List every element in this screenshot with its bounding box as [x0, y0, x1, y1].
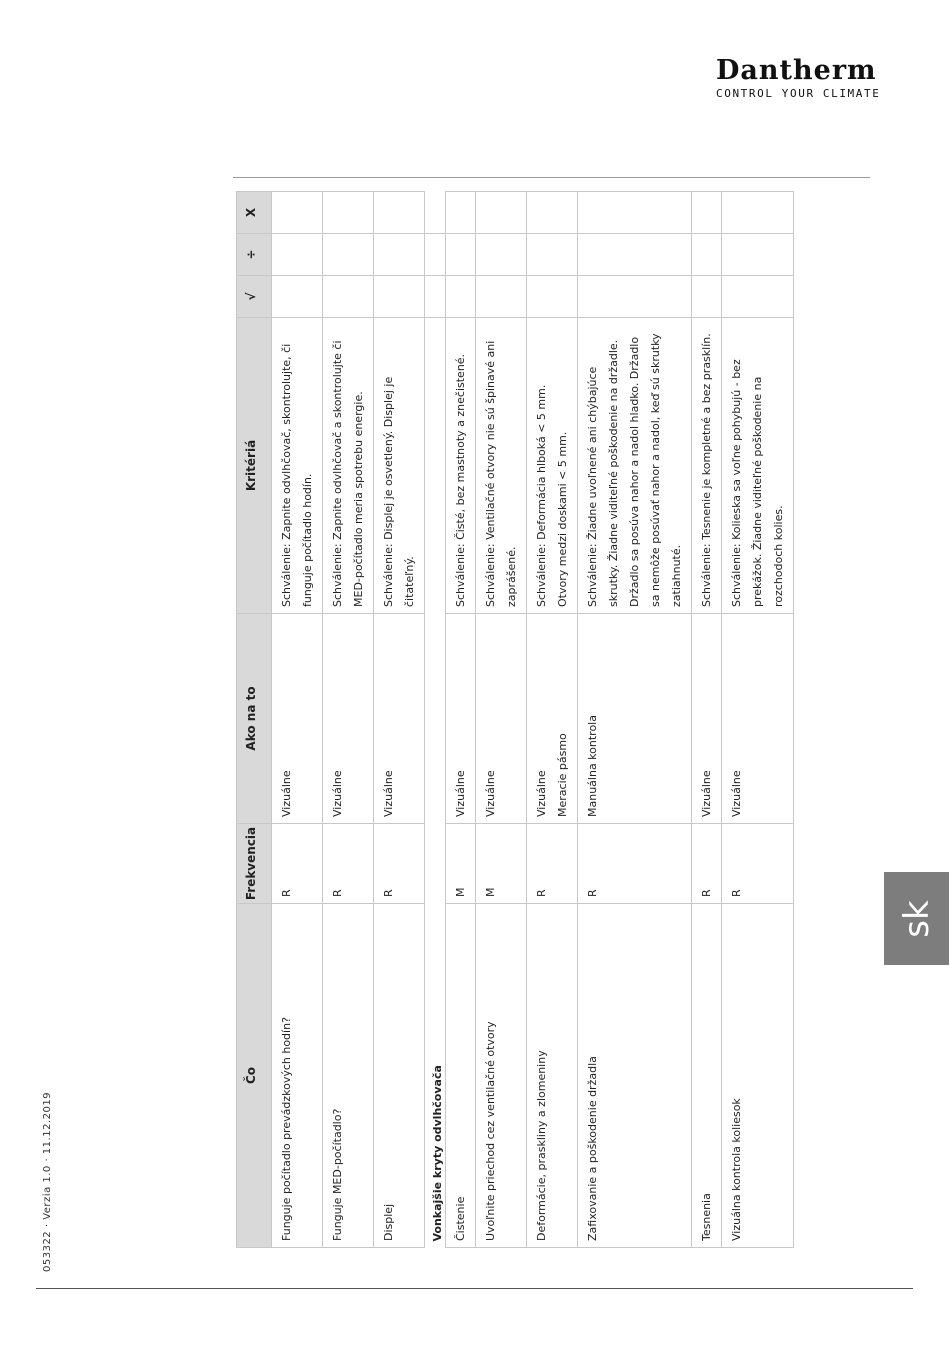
check-cell-x[interactable] [527, 192, 578, 234]
check-cell-ok[interactable] [692, 276, 722, 318]
header-ok: √ [237, 276, 272, 318]
cell-criteria: Schválenie: Displej je osvetlený. Displej je čitateľný. [374, 318, 425, 614]
cell-what: Čistenie [446, 904, 476, 1248]
cell-what: Funguje počítadlo prevádzkových hodín? [272, 904, 323, 1248]
table-row [476, 192, 527, 1248]
cell-how: Vizuálne [272, 614, 323, 824]
check-cell-minus[interactable] [272, 234, 323, 276]
cell-frequency: M [446, 824, 476, 904]
check-cell-ok[interactable] [527, 276, 578, 318]
cell-frequency: R [527, 824, 578, 904]
check-cell-x[interactable] [446, 192, 476, 234]
cell-frequency: R [374, 824, 425, 904]
cell-frequency: R [323, 824, 374, 904]
cell-criteria: Schválenie: Žiadne uvoľnené ani chýbajúce skrutky. Žiadne viditeľné poškodenie na držadle. Držadlo sa posúva nahor a nadol hladko. Držadlo sa nemôže posúvať nahor a nadol, keď sú skrutky zatiahnuté. [578, 318, 692, 614]
header-criteria: Kritériá [237, 318, 272, 614]
dantherm-logo [716, 56, 916, 101]
language-tab [884, 872, 949, 965]
cell-criteria: Schválenie: Zapnite odvlhčovač a skontrolujte či MED-počítadlo meria spotrebu energie. [323, 318, 374, 614]
cell-frequency: R [272, 824, 323, 904]
cell-how: Vizuálne [323, 614, 374, 824]
footer-divider [36, 1288, 913, 1289]
language-tab-label: sk [896, 899, 937, 938]
cell-criteria: Schválenie: Kolieska sa voľne pohybujú - bez prekážok. Žiadne viditeľné poškodenie na rozchodoch kolies. [722, 318, 794, 614]
check-cell-ok[interactable] [323, 276, 374, 318]
check-cell-x[interactable] [578, 192, 692, 234]
cell-criteria: Schválenie: Deformácia hlboká < 5 mm. Otvory medzi doskami < 5 mm. [527, 318, 578, 614]
header-frequency: Frekvencia [237, 824, 272, 904]
check-cell-minus[interactable] [722, 234, 794, 276]
header-x: X [237, 192, 272, 234]
check-cell-minus[interactable] [578, 234, 692, 276]
cell-how: Vizuálne [722, 614, 794, 824]
maintenance-table-container [236, 192, 800, 1248]
maintenance-checklist-table [236, 191, 794, 1248]
check-cell-ok[interactable] [722, 276, 794, 318]
header-divider [233, 177, 870, 178]
table-body-housing [446, 192, 794, 1248]
version-label: 053322 · Verzia 1.0 · 11.12.2019 [42, 1091, 53, 1272]
cell-how: Vizuálne [692, 614, 722, 824]
cell-what: Deformácie, praskliny a zlomeniny [527, 904, 578, 1248]
table-row [578, 192, 692, 1248]
cell-frequency: R [692, 824, 722, 904]
cell-what: Displej [374, 904, 425, 1248]
check-cell-x[interactable] [476, 192, 527, 234]
table-row [722, 192, 794, 1248]
cell-criteria: Schválenie: Čisté, bez mastnoty a znečistené. [446, 318, 476, 614]
table-section [425, 192, 446, 1248]
check-cell-x[interactable] [323, 192, 374, 234]
check-cell-x[interactable] [692, 192, 722, 234]
section-blank-cell [425, 192, 446, 234]
check-cell-x[interactable] [722, 192, 794, 234]
section-blank-cell [425, 234, 446, 276]
table-row [692, 192, 722, 1248]
cell-criteria: Schválenie: Ventilačné otvory nie sú špinavé ani zaprášené. [476, 318, 527, 614]
table-row [272, 192, 323, 1248]
table-row [527, 192, 578, 1248]
check-cell-x[interactable] [374, 192, 425, 234]
check-cell-minus[interactable] [692, 234, 722, 276]
cell-frequency: R [578, 824, 692, 904]
cell-frequency: R [722, 824, 794, 904]
cell-what: Uvoľnite priechod cez ventilačné otvory [476, 904, 527, 1248]
cell-what: Zafixovanie a poškodenie držadla [578, 904, 692, 1248]
table-row [323, 192, 374, 1248]
table-header-row [237, 192, 272, 1248]
cell-how: Manuálna kontrola [578, 614, 692, 824]
cell-how: Vizuálne [476, 614, 527, 824]
check-cell-minus[interactable] [446, 234, 476, 276]
check-cell-ok[interactable] [446, 276, 476, 318]
check-cell-ok[interactable] [272, 276, 323, 318]
check-cell-minus[interactable] [374, 234, 425, 276]
cell-what: Vizuálna kontrola koliesok [722, 904, 794, 1248]
cell-how: Vizuálne [446, 614, 476, 824]
section-title: Vonkajšie kryty odvlhčovača [425, 318, 446, 1248]
brand-name: Dantherm [716, 55, 877, 86]
table-row [446, 192, 476, 1248]
brand-tagline: CONTROL YOUR CLIMATE [716, 87, 881, 100]
table-row [374, 192, 425, 1248]
table-body-general [272, 192, 425, 1248]
check-cell-minus[interactable] [323, 234, 374, 276]
section-blank-cell [425, 276, 446, 318]
check-cell-ok[interactable] [374, 276, 425, 318]
cell-frequency: M [476, 824, 527, 904]
check-cell-minus[interactable] [476, 234, 527, 276]
cell-how: Vizuálne [374, 614, 425, 824]
cell-what: Tesnenia [692, 904, 722, 1248]
cell-criteria: Schválenie: Zapnite odvlhčovač, skontrolujte, či funguje počítadlo hodín. [272, 318, 323, 614]
check-cell-ok[interactable] [578, 276, 692, 318]
section-row [425, 192, 446, 1248]
cell-what: Funguje MED-počítadlo? [323, 904, 374, 1248]
check-cell-x[interactable] [272, 192, 323, 234]
cell-criteria: Schválenie: Tesnenie je kompletné a bez prasklín. [692, 318, 722, 614]
header-how: Ako na to [237, 614, 272, 824]
check-cell-minus[interactable] [527, 234, 578, 276]
cell-how: Vizuálne Meracie pásmo [527, 614, 578, 824]
check-cell-ok[interactable] [476, 276, 527, 318]
header-minus: ÷ [237, 234, 272, 276]
header-what: Čo [237, 904, 272, 1248]
